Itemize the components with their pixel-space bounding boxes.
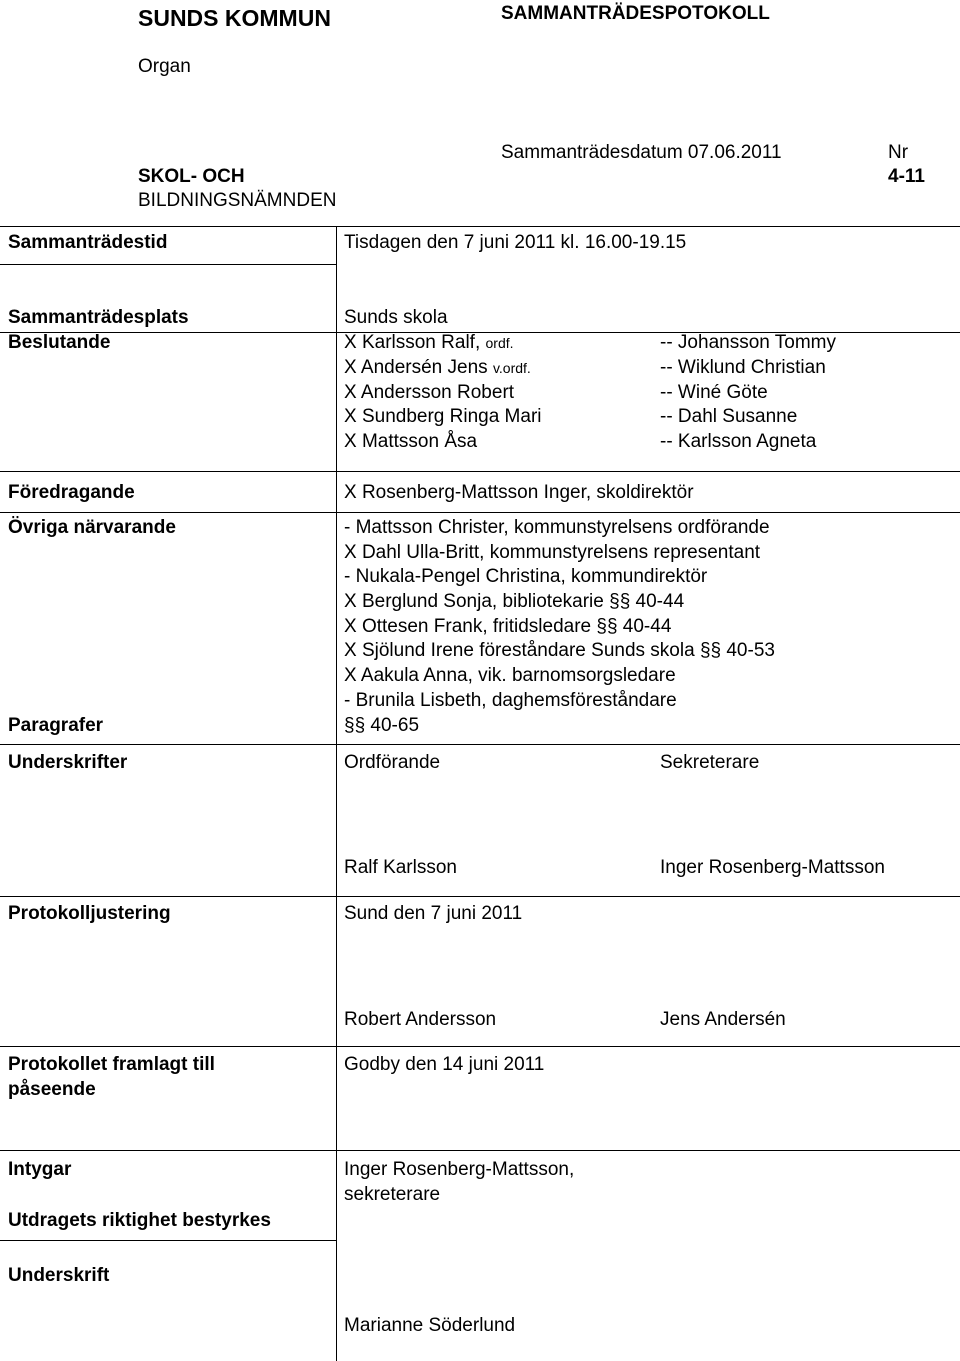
organ-name-line1: SKOL- OCH — [138, 166, 245, 187]
underskrifter-label: Underskrifter — [8, 752, 128, 773]
nr-value: 4-11 — [888, 166, 925, 187]
secretary-label: Sekreterare — [660, 752, 760, 773]
attendee-line: X Aakula Anna, vik. barnomsorgsledare — [344, 665, 676, 686]
row-divider — [0, 896, 960, 897]
intygar-value-line2: sekreterare — [344, 1184, 441, 1205]
foredragande-value: X Rosenberg-Mattsson Inger, skoldirektör — [344, 482, 694, 503]
attendee-line — [344, 591, 684, 613]
row-divider — [0, 264, 336, 265]
attendee-line: X Dahl Ulla-Britt, kommunstyrelsens representant — [344, 542, 761, 563]
member-right: -- Wiklund Christian — [660, 357, 826, 378]
justering-signer-1: Robert Andersson — [344, 1009, 497, 1030]
attendee-name: X Berglund Sonja, bibliotekarie — [344, 591, 604, 612]
member-role: ordf. — [485, 335, 514, 351]
attendee-name: X Sjölund Irene föreståndare Sunds skola — [344, 640, 695, 661]
row-divider — [0, 1046, 960, 1047]
member-name: X Andersén Jens — [344, 357, 488, 378]
chair-label: Ordförande — [344, 752, 441, 773]
secretary-name: Inger Rosenberg-Mattsson — [660, 857, 885, 878]
foredragande-label: Föredragande — [8, 482, 135, 503]
member-left: X Mattsson Åsa — [344, 431, 478, 452]
attendee-line — [344, 616, 671, 638]
row-divider — [0, 1240, 336, 1241]
member-name: X Karlsson Ralf, — [344, 332, 481, 353]
utdrag-label: Utdragets riktighet bestyrkes — [8, 1210, 271, 1231]
intygar-label: Intygar — [8, 1159, 72, 1180]
municipality-name: SUNDS KOMMUN — [138, 5, 331, 31]
row-divider — [0, 471, 960, 472]
beslutande-label: Beslutande — [8, 332, 111, 353]
attendee-line — [344, 640, 775, 662]
framlagt-value: Godby den 14 juni 2011 — [344, 1054, 545, 1075]
row-divider — [0, 744, 960, 745]
document-type: SAMMANTRÄDESPOTOKOLL — [501, 3, 770, 24]
member-role: v.ordf. — [492, 360, 531, 376]
framlagt-label-line1: Protokollet framlagt till — [8, 1054, 215, 1075]
row-divider — [0, 512, 960, 513]
meeting-date: Sammanträdesdatum 07.06.2011 — [501, 142, 782, 163]
ovriga-label: Övriga närvarande — [8, 517, 176, 538]
member-left — [344, 357, 531, 379]
member-right: -- Johansson Tommy — [660, 332, 836, 353]
meeting-place-label: Sammanträdesplats — [8, 307, 189, 328]
organ-name-line2: BILDNINGSNÄMNDEN — [138, 190, 337, 211]
attendee-line: - Mattsson Christer, kommunstyrelsens ordförande — [344, 517, 770, 538]
justering-label: Protokolljustering — [8, 903, 171, 924]
paragrafer-label: Paragrafer — [8, 715, 104, 736]
column-divider — [336, 226, 337, 1361]
attendee-sections: §§ 40-53 — [699, 640, 775, 661]
member-right: -- Dahl Susanne — [660, 406, 798, 427]
attendee-sections: §§ 40-44 — [596, 616, 672, 637]
meeting-place-value: Sunds skola — [344, 307, 448, 328]
meeting-time-label: Sammanträdestid — [8, 232, 168, 253]
member-left: X Sundberg Ringa Mari — [344, 406, 542, 427]
member-right: -- Winé Göte — [660, 382, 768, 403]
underskrift-label: Underskrift — [8, 1265, 110, 1286]
meeting-time-value: Tisdagen den 7 juni 2011 kl. 16.00-19.15 — [344, 232, 687, 253]
attendee-line: - Nukala-Pengel Christina, kommundirektör — [344, 566, 708, 587]
justering-signer-2: Jens Andersén — [660, 1009, 786, 1030]
paragrafer-value: §§ 40-65 — [344, 715, 420, 736]
chair-name: Ralf Karlsson — [344, 857, 457, 878]
member-right: -- Karlsson Agneta — [660, 431, 817, 452]
organ-label: Organ — [138, 56, 191, 77]
attendee-name: X Ottesen Frank, fritidsledare — [344, 616, 592, 637]
nr-label: Nr — [888, 142, 909, 163]
intygar-value-line1: Inger Rosenberg-Mattsson, — [344, 1159, 575, 1180]
attendee-line: - Brunila Lisbeth, daghemsföreståndare — [344, 690, 677, 711]
header-divider — [0, 226, 960, 227]
member-left: X Andersson Robert — [344, 382, 515, 403]
utdrag-signer: Marianne Söderlund — [344, 1315, 516, 1336]
row-divider — [0, 1150, 960, 1151]
attendee-sections: §§ 40-44 — [609, 591, 685, 612]
member-left — [344, 332, 514, 354]
framlagt-label-line2: påseende — [8, 1079, 96, 1100]
justering-place-date: Sund den 7 juni 2011 — [344, 903, 523, 924]
